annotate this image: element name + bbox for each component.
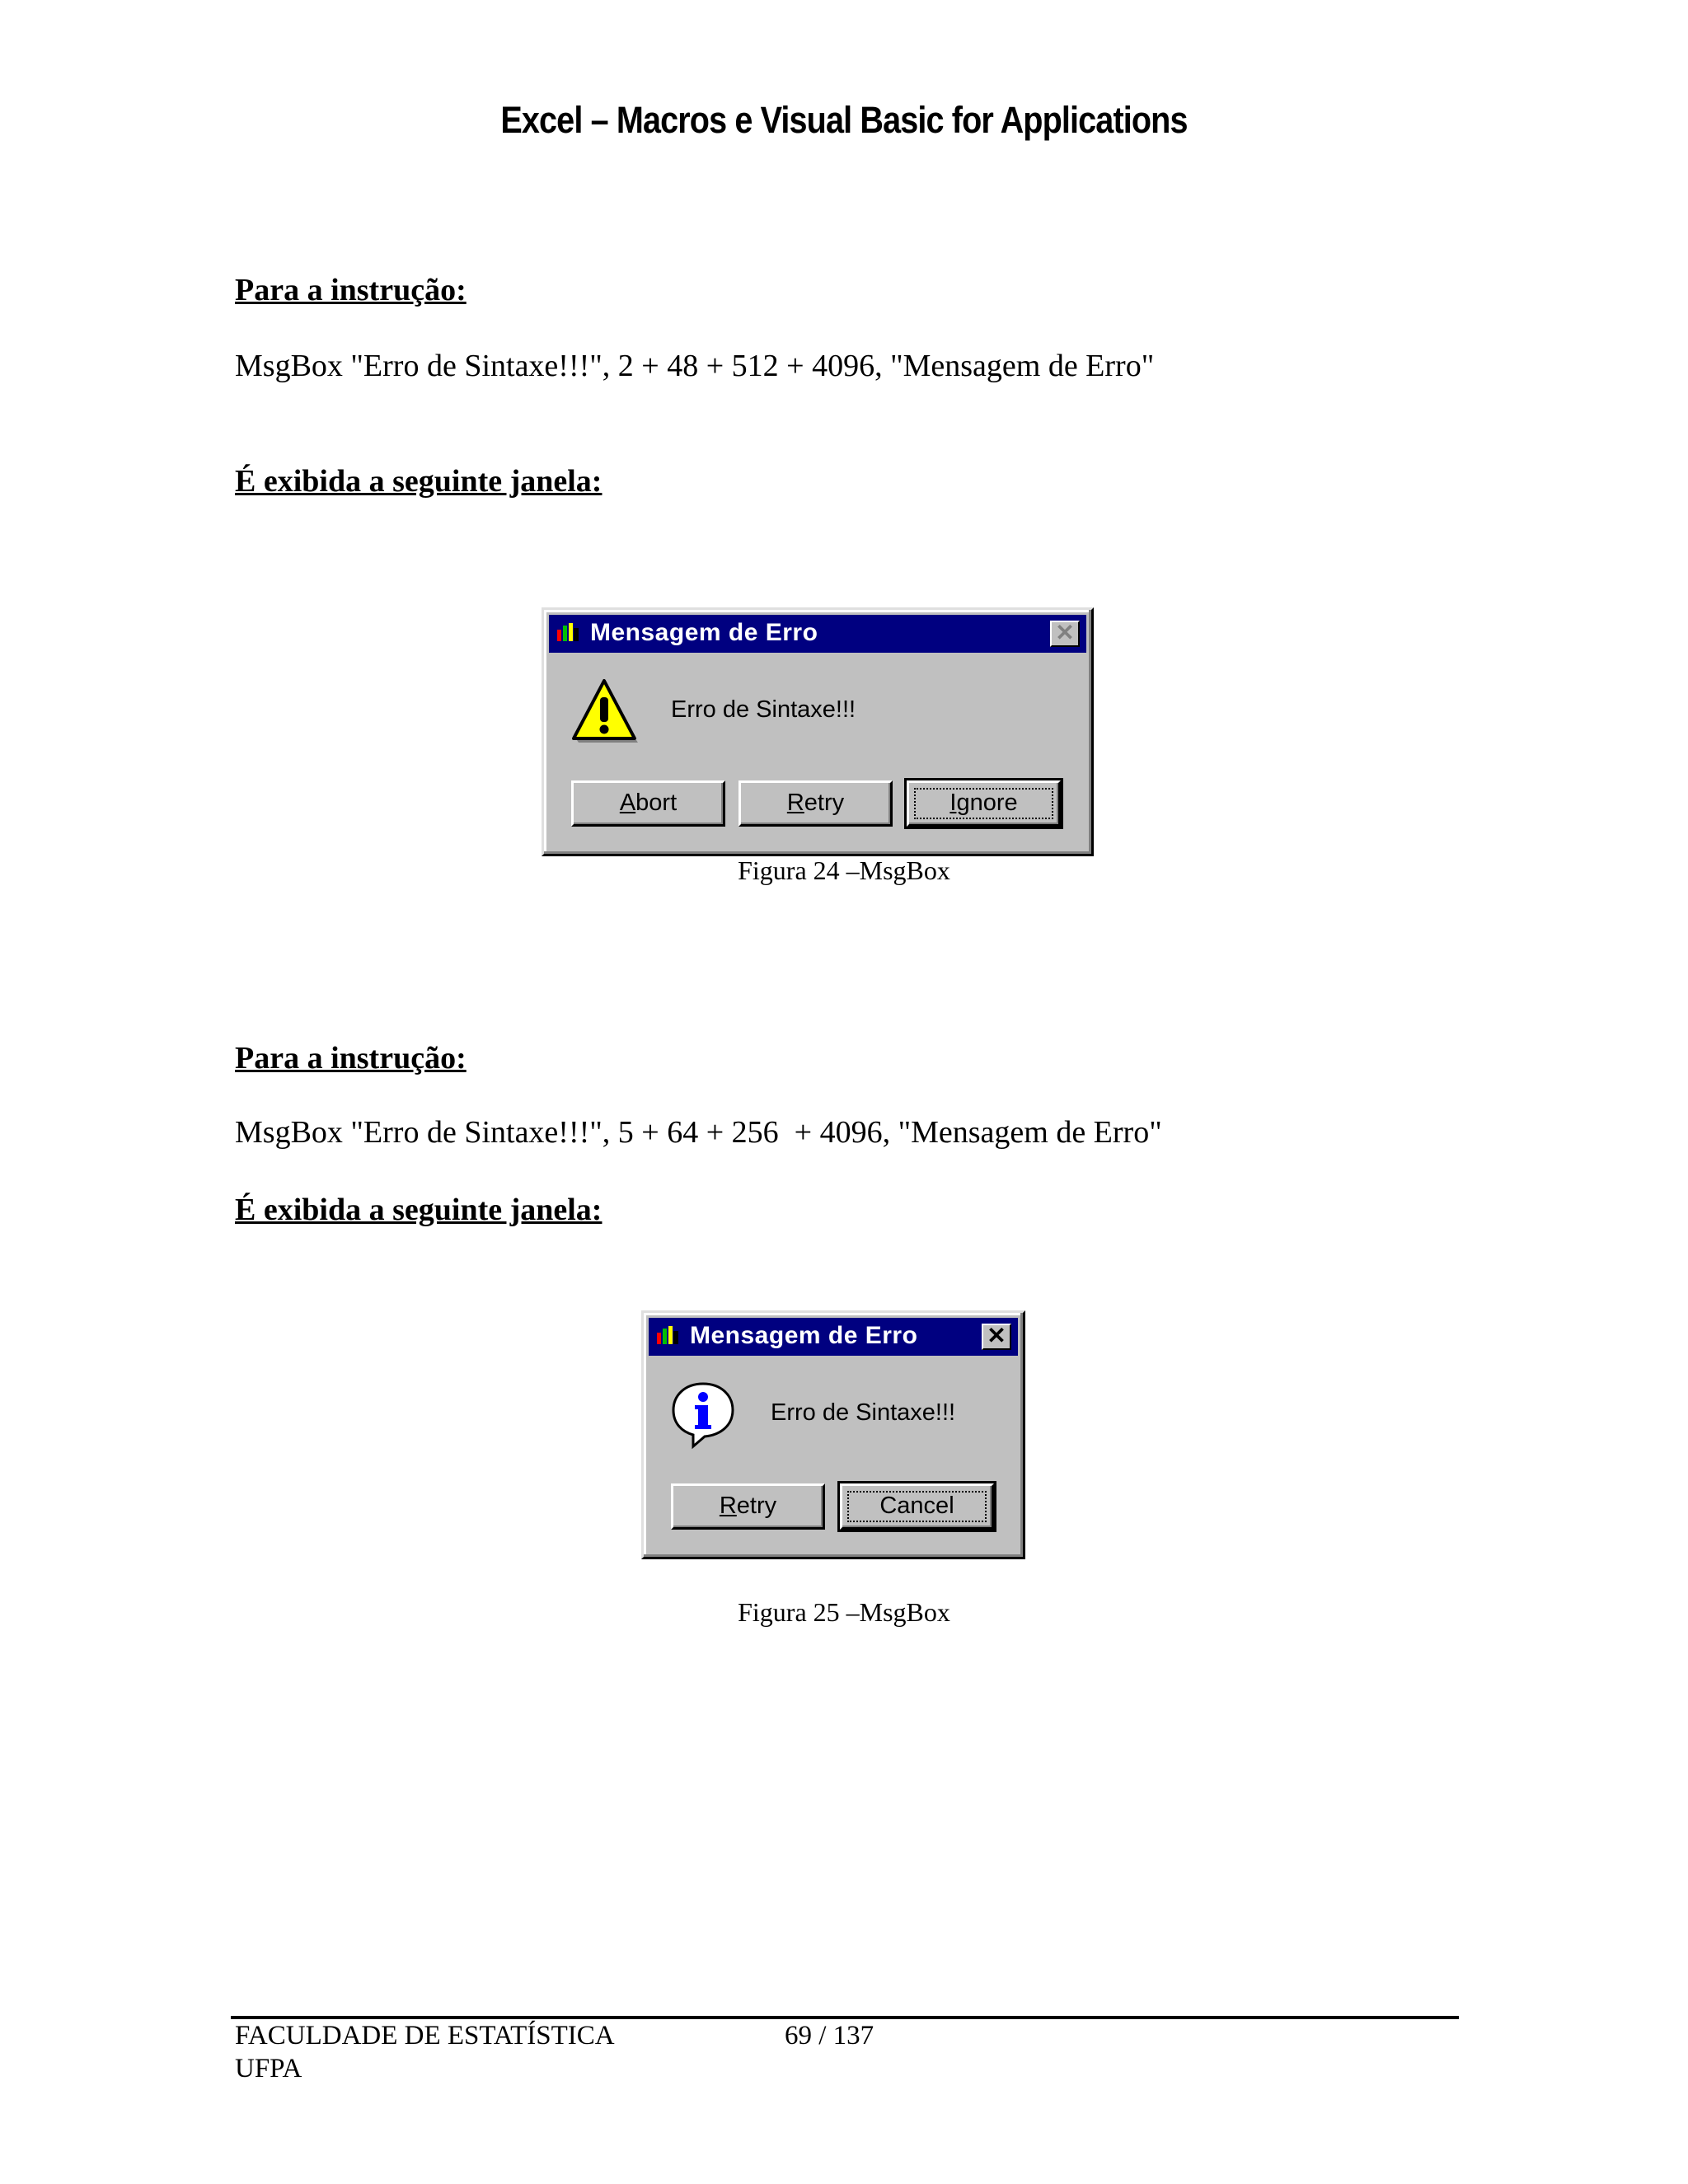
focus-rectangle [847, 1491, 987, 1522]
ignore-accelerator: I [950, 790, 957, 816]
dialog-title: Mensagem de Erro [690, 1322, 918, 1349]
close-icon: ✕ [987, 1323, 1006, 1348]
abort-button[interactable] [571, 780, 725, 827]
retry-label: etry [804, 790, 845, 816]
abort-accelerator: A [619, 790, 636, 816]
abort-label: bort [635, 790, 678, 816]
dialog-title: Mensagem de Erro [590, 619, 818, 646]
footer-institution: FACULDADE DE ESTATÍSTICA [235, 2021, 615, 2050]
ignore-button[interactable] [907, 780, 1061, 827]
section2-code: MsgBox "Erro de Sintaxe!!!", 5 + 64 + 256 + 4096, "Mensagem de Erro" [235, 1115, 1162, 1150]
focus-rectangle [914, 788, 1053, 819]
retry-accelerator: R [786, 790, 804, 816]
document-title: Excel – Macros e Visual Basic for Applications [500, 99, 1188, 141]
footer-rule [231, 2016, 1459, 2019]
section1-code: MsgBox "Erro de Sintaxe!!!", 2 + 48 + 512 + 4096, "Mensagem de Erro" [235, 349, 1155, 383]
msgbox-dialog-retry-cancel [641, 1310, 1025, 1559]
figure-24-caption: Figura 24 –MsgBox [738, 855, 950, 885]
excel-app-icon [556, 621, 580, 646]
dialog-message: Erro de Sintaxe!!! [671, 696, 856, 723]
information-icon [668, 1379, 738, 1450]
section2-heading: Para a instrução: [235, 1041, 467, 1076]
close-button[interactable] [1050, 621, 1080, 647]
page-number: 69 / 137 [785, 2021, 874, 2050]
retry-button[interactable] [671, 1483, 825, 1530]
footer-university: UFPA [235, 2054, 302, 2083]
retry-button[interactable] [738, 780, 893, 827]
excel-app-icon [655, 1324, 680, 1349]
dialog-titlebar[interactable] [549, 615, 1086, 653]
section2-subheading: É exibida a seguinte janela: [235, 1193, 603, 1227]
figure-25-caption: Figura 25 –MsgBox [738, 1597, 950, 1627]
msgbox-dialog-abort-retry-ignore [542, 607, 1094, 856]
cancel-label: Cancel [879, 1493, 954, 1519]
dialog-message: Erro de Sintaxe!!! [771, 1399, 956, 1426]
close-icon: ✕ [1055, 620, 1075, 645]
section1-heading: Para a instrução: [235, 273, 467, 307]
dialog-titlebar[interactable] [649, 1318, 1018, 1356]
cancel-button[interactable] [840, 1483, 994, 1530]
close-button[interactable] [982, 1324, 1011, 1350]
warning-icon [570, 676, 638, 743]
retry-accelerator: R [719, 1493, 737, 1519]
ignore-label: gnore [956, 790, 1018, 816]
section1-subheading: É exibida a seguinte janela: [235, 464, 603, 499]
retry-label: etry [736, 1493, 777, 1519]
